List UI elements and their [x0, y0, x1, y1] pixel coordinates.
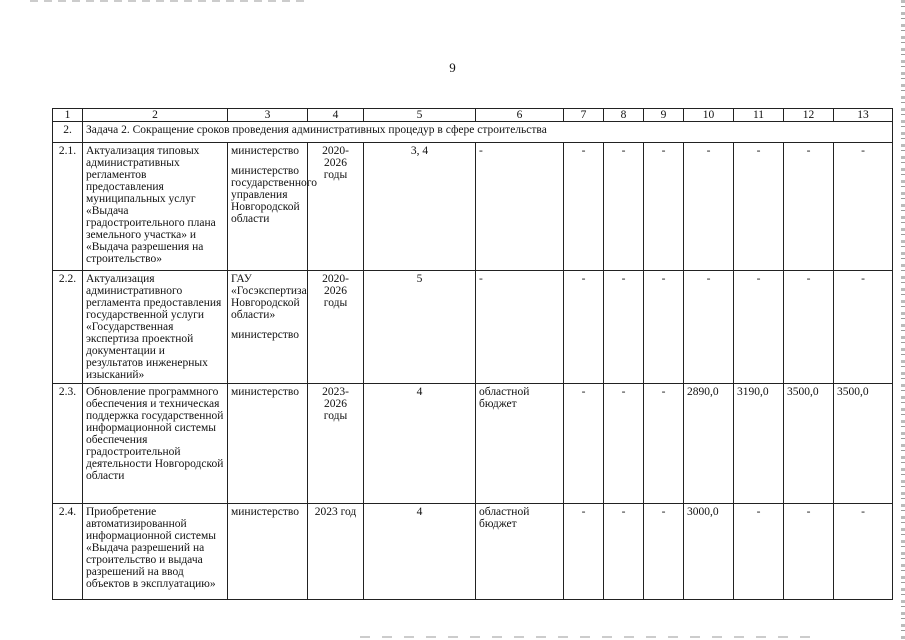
funding-c7: - [564, 143, 604, 271]
funding-source: областной бюджет [476, 384, 564, 504]
page-number: 9 [449, 60, 456, 75]
column-number-row [53, 109, 893, 122]
column-header: 13 [834, 109, 893, 122]
target-indicator: 5 [364, 271, 476, 384]
section-number: 2. [53, 122, 83, 143]
funding-c13: 3500,0 [834, 384, 893, 504]
funding-c12: 3500,0 [784, 384, 834, 504]
funding-c13: - [834, 271, 893, 384]
funding-c7: - [564, 384, 604, 504]
column-header: 1 [53, 109, 83, 122]
funding-c10: 3000,0 [684, 504, 734, 600]
funding-c12: - [784, 143, 834, 271]
funding-c9: - [644, 143, 684, 271]
executor-cell [228, 504, 308, 600]
row-number: 2.4. [53, 504, 83, 600]
executor-secondary: министерство [231, 329, 299, 341]
executor-cell [228, 384, 308, 504]
funding-c8: - [604, 384, 644, 504]
period: 2020-2026 годы [308, 271, 364, 384]
target-indicator: 4 [364, 384, 476, 504]
funding-c7: - [564, 271, 604, 384]
target-indicator: 4 [364, 504, 476, 600]
scan-artifact-right-edge [901, 0, 905, 640]
funding-c11: - [734, 143, 784, 271]
funding-c11: - [734, 271, 784, 384]
funding-c9: - [644, 504, 684, 600]
column-header: 3 [228, 109, 308, 122]
funding-c10: 2890,0 [684, 384, 734, 504]
column-header: 7 [564, 109, 604, 122]
table-row [53, 271, 893, 384]
funding-source: - [476, 143, 564, 271]
section-title: Задача 2. Сокращение сроков проведения административных процедур в сфере строительства [83, 122, 893, 143]
funding-c10: - [684, 143, 734, 271]
row-number: 2.2. [53, 271, 83, 384]
funding-c10: - [684, 271, 734, 384]
column-header: 8 [604, 109, 644, 122]
funding-c13: - [834, 143, 893, 271]
activity-name: Обновление программного обеспечения и техническая поддержка государственной информационной системы обеспечения градостроительной деятельности Новгородской области [83, 384, 228, 504]
period: 2023 год [308, 504, 364, 600]
funding-source: областной бюджет [476, 504, 564, 600]
activity-name: Приобретение автоматизированной информационной системы «Выдача разрешений на строительство и выдача разрешений на ввод объектов в эксплуатацию» [83, 504, 228, 600]
executor-primary: ГАУ «Госэкспертиза Новгородской области» [231, 273, 307, 321]
column-header: 11 [734, 109, 784, 122]
executor-cell [228, 271, 308, 384]
column-header: 5 [364, 109, 476, 122]
column-header: 2 [83, 109, 228, 122]
row-number: 2.3. [53, 384, 83, 504]
section-row [53, 122, 893, 143]
period: 2020-2026 годы [308, 143, 364, 271]
period: 2023-2026 годы [308, 384, 364, 504]
activity-name: Актуализация типовых административных регламентов предоставления муниципальных услуг «Выдача градостроительного плана земельного участка» и «Выдача разрешения на строительство» [83, 143, 228, 271]
activity-name: Актуализация административного регламента предоставления государственной услуги «Государственная экспертиза проектной документации и результатов инженерных изысканий» [83, 271, 228, 384]
executor-secondary: министерство государственного управления Новгородской области [231, 165, 317, 225]
executor-primary: министерство [231, 145, 299, 157]
funding-c12: - [784, 271, 834, 384]
column-header: 12 [784, 109, 834, 122]
scan-artifact-bottom [360, 636, 820, 638]
table-row [53, 504, 893, 600]
funding-c11: 3190,0 [734, 384, 784, 504]
target-indicator: 3, 4 [364, 143, 476, 271]
row-number: 2.1. [53, 143, 83, 271]
table-row [53, 384, 893, 504]
funding-c7: - [564, 504, 604, 600]
executor-cell [228, 143, 317, 271]
funding-c8: - [604, 143, 644, 271]
column-header: 6 [476, 109, 564, 122]
funding-c8: - [604, 271, 644, 384]
executor-primary: министерство [231, 386, 299, 398]
funding-c9: - [644, 271, 684, 384]
funding-c13: - [834, 504, 893, 600]
funding-source: - [476, 271, 564, 384]
scan-artifact-top [30, 0, 310, 2]
activities-table [52, 108, 893, 600]
funding-c12: - [784, 504, 834, 600]
funding-c9: - [644, 384, 684, 504]
table-row [53, 143, 893, 271]
funding-c11: - [734, 504, 784, 600]
column-header: 9 [644, 109, 684, 122]
executor-primary: министерство [231, 506, 299, 518]
column-header: 10 [684, 109, 734, 122]
funding-c8: - [604, 504, 644, 600]
column-header: 4 [308, 109, 364, 122]
